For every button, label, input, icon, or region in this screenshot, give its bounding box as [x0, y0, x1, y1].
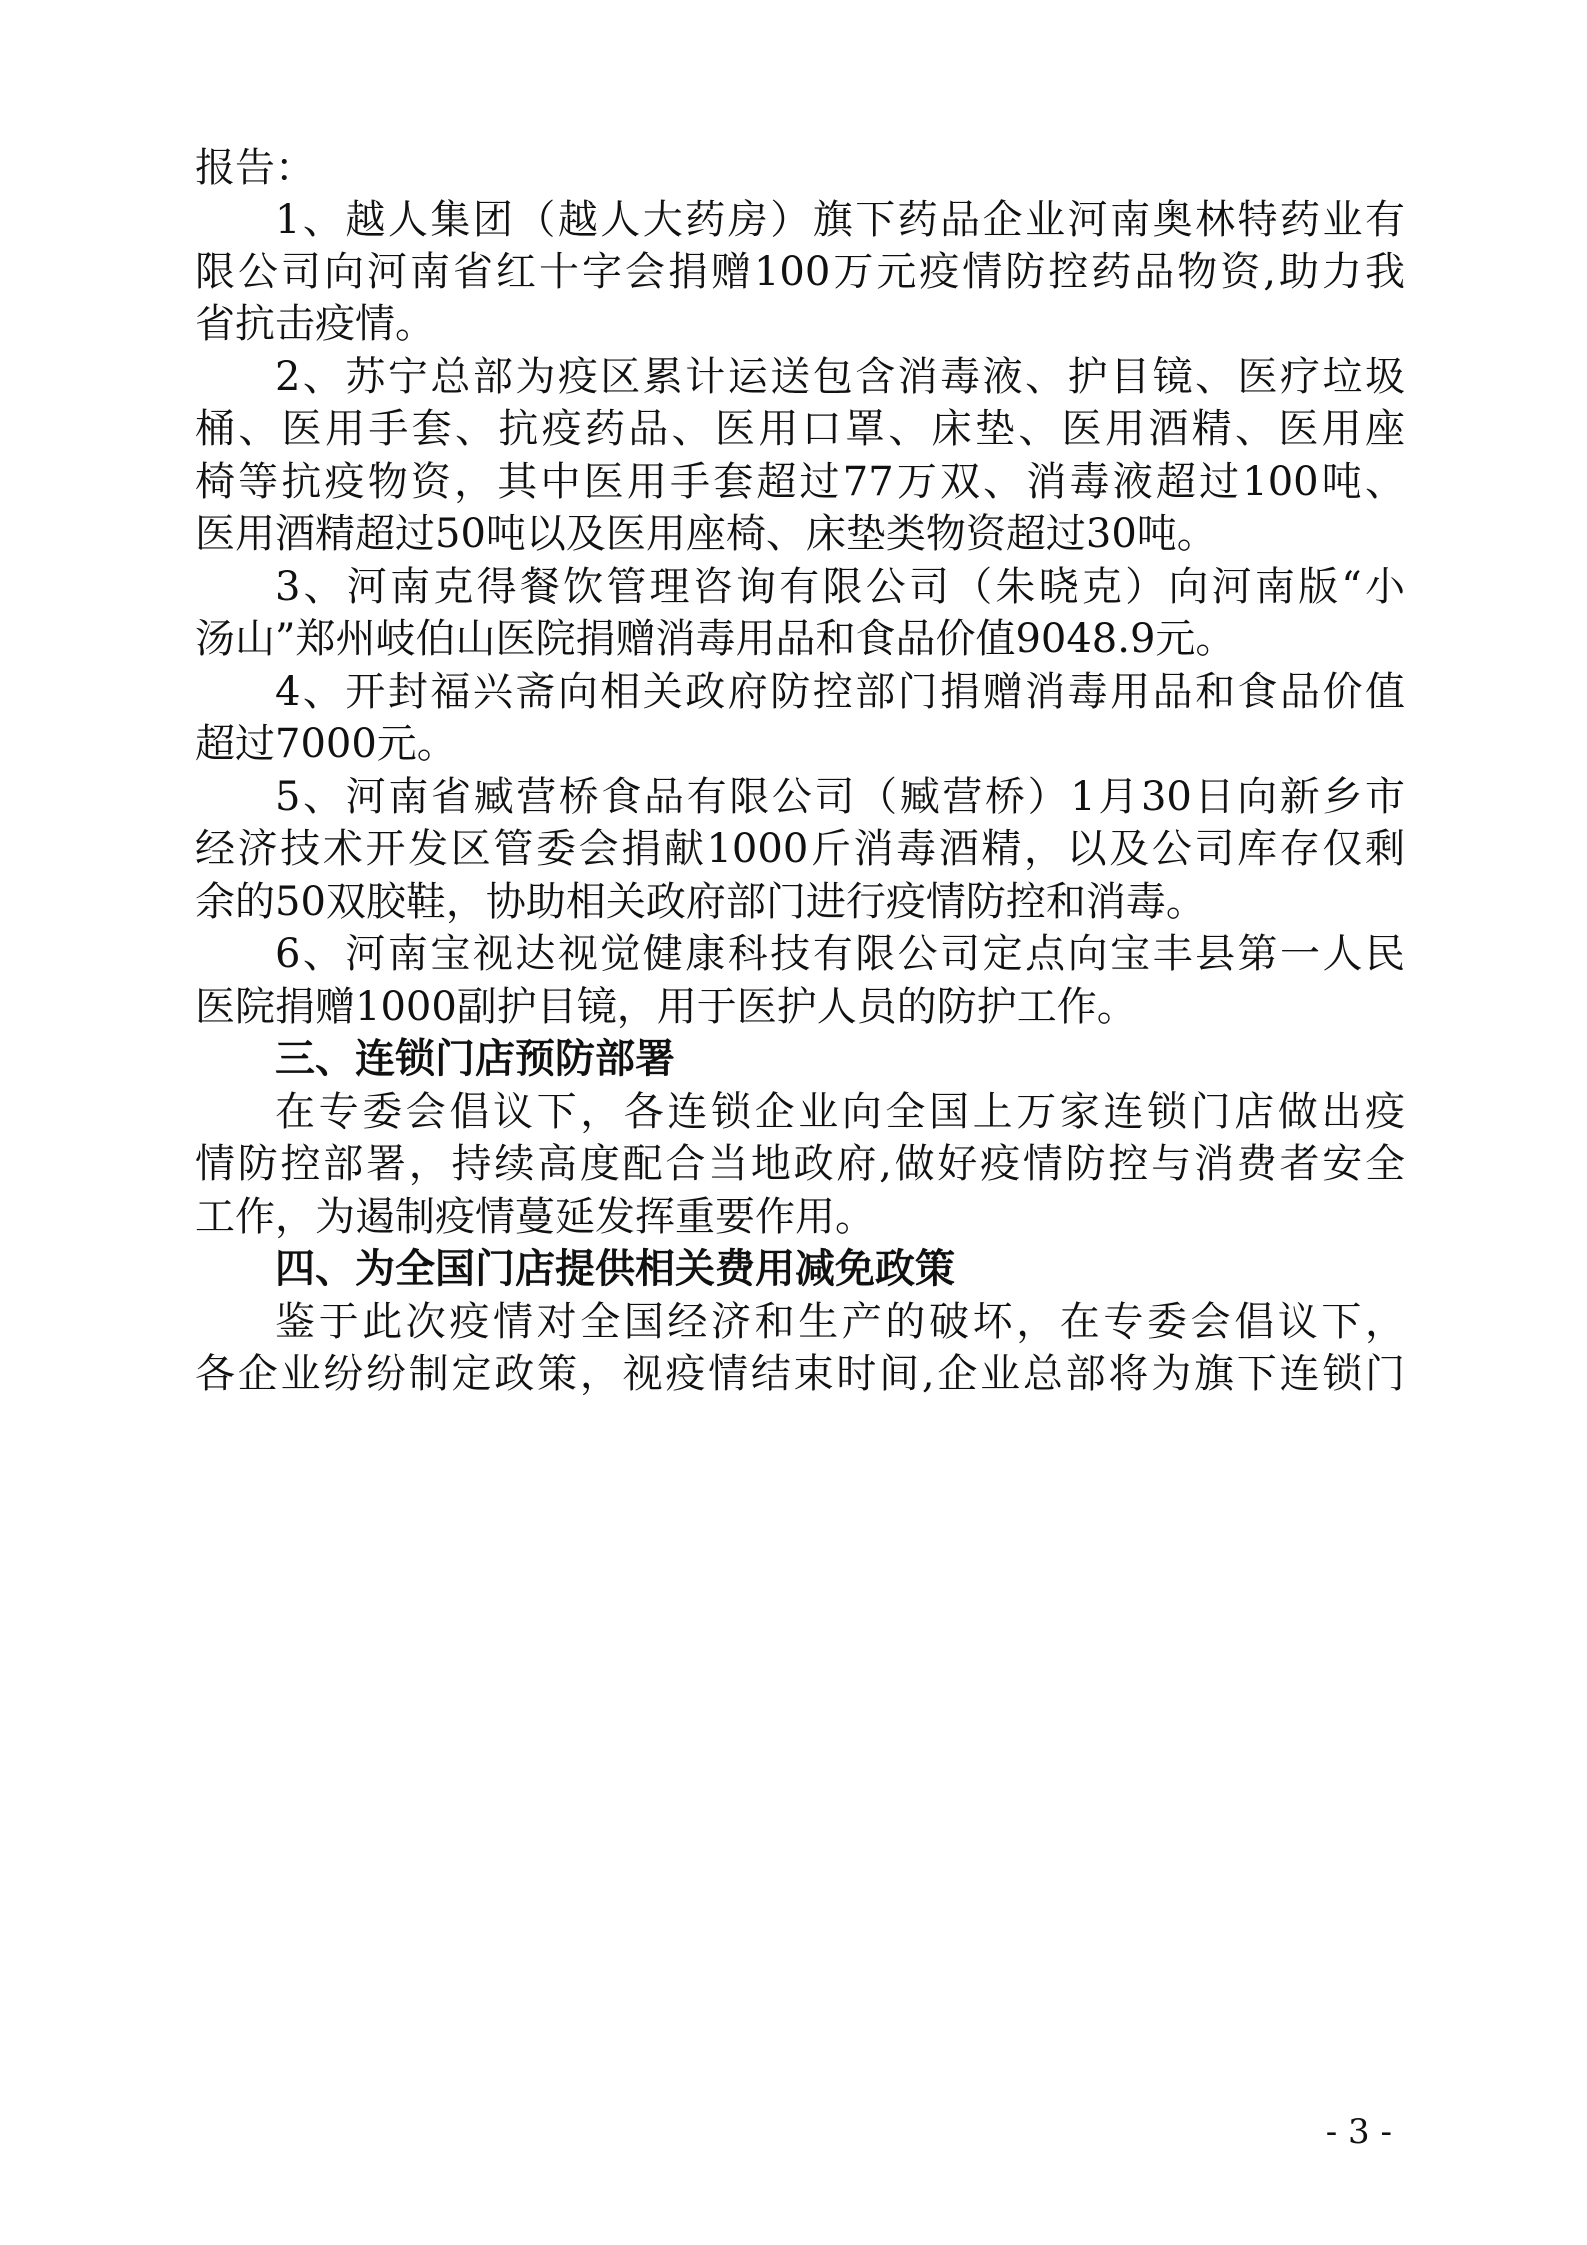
text-line: 鉴于此次疫情对全国经济和生产的破坏，在专委会倡议下，	[275, 1299, 1405, 1345]
text-line: 椅等抗疫物资，其中医用手套超过77万双、消毒液超过100吨、	[195, 459, 1405, 505]
text-line: 医院捐赠1000副护目镜，用于医护人员的防护工作。	[195, 984, 1137, 1030]
text-line: 报告：	[195, 145, 315, 191]
text-line: 医用酒精超过50吨以及医用座椅、床垫类物资超过30吨。	[195, 511, 1217, 557]
text-line: 情防控部署，持续高度配合当地政府,做好疫情防控与消费者安全	[195, 1141, 1405, 1187]
text-line: 经济技术开发区管委会捐献1000斤消毒酒精，以及公司库存仅剩	[195, 826, 1405, 872]
text-line: 限公司向河南省红十字会捐赠100万元疫情防控药品物资,助力我	[195, 249, 1405, 295]
text-line: 3、河南克得餐饮管理咨询有限公司（朱晓克）向河南版“小	[275, 564, 1405, 610]
text-line: 工作，为遏制疫情蔓延发挥重要作用。	[195, 1194, 875, 1240]
text-line: 4、开封福兴斋向相关政府防控部门捐赠消毒用品和食品价值	[275, 669, 1405, 715]
text-line: 超过7000元。	[195, 721, 457, 767]
section-heading: 三、连锁门店预防部署	[275, 1036, 675, 1082]
text-line: 桶、医用手套、抗疫药品、医用口罩、床垫、医用酒精、医用座	[195, 406, 1405, 452]
text-line: 1、越人集团（越人大药房）旗下药品企业河南奥林特药业有	[275, 197, 1405, 243]
section-heading: 四、为全国门店提供相关费用减免政策	[275, 1246, 955, 1292]
text-line: 各企业纷纷制定政策，视疫情结束时间,企业总部将为旗下连锁门	[195, 1351, 1405, 1397]
text-line: 省抗击疫情。	[195, 301, 435, 347]
text-line: 在专委会倡议下，各连锁企业向全国上万家连锁门店做出疫	[275, 1089, 1405, 1135]
page-number: - 3 -	[1325, 2112, 1392, 2152]
text-line: 汤山”郑州岐伯山医院捐赠消毒用品和食品价值9048.9元。	[195, 616, 1236, 662]
text-line: 余的50双胶鞋，协助相关政府部门进行疫情防控和消毒。	[195, 879, 1206, 925]
text-line: 2、苏宁总部为疫区累计运送包含消毒液、护目镜、医疗垃圾	[275, 354, 1405, 400]
text-line: 5、河南省臧营桥食品有限公司（臧营桥）1月30日向新乡市	[275, 774, 1405, 820]
text-line: 6、河南宝视达视觉健康科技有限公司定点向宝丰县第一人民	[275, 931, 1405, 977]
